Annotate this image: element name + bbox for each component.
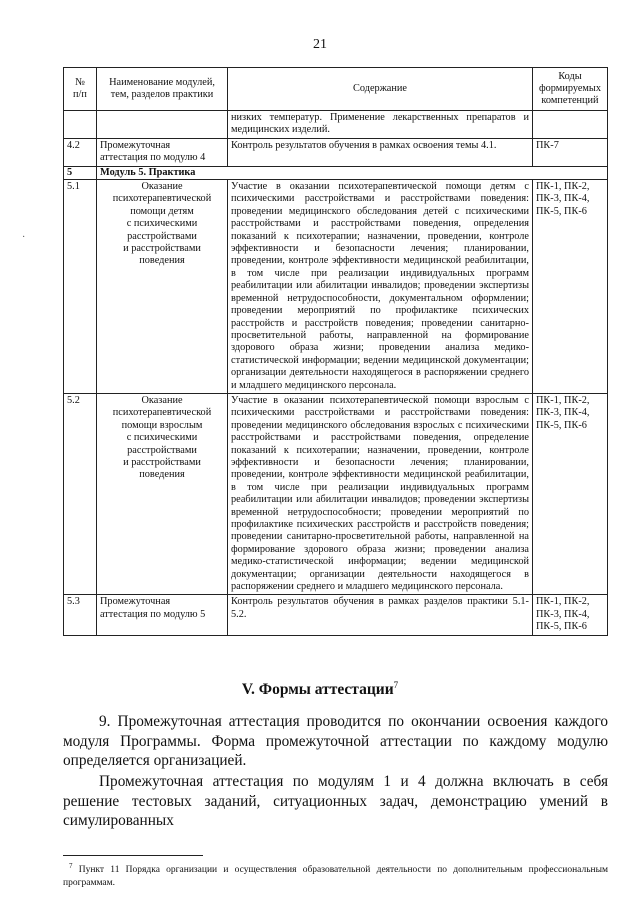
footnote (63, 860, 608, 889)
footnote-mark: 7 (69, 862, 73, 870)
stray-mark: · (22, 232, 26, 243)
table-row (64, 393, 608, 595)
row-codes (533, 111, 608, 139)
row-content: Участие в оказании психотерапевтической помощи детям с психическими расстройствами и расстройствами поведения: проведении медицинского обследования детей с психическими расстройствами и расстройствами поведения, определения показаний к психотерапии; назначении, проведении, контроле эффективности и безопасности лечения; планировании, проведении, контроле эффективности медицинской реабилитации, в том числе при реализации индивидуальных программ реабилитации или абилитации инвалидов; проведении экспертизы временной нетрудоспособности, документальном оформлении; проведении мероприятий по профилактике психических расстройств и расстройств поведения; проведении санитарно-просветительной работы, направленной на формирование здорового образа жизни; проведении анализа медико-статистической информации; ведении медицинской документации; организации деятельности находящегося в распоряжении среднего и младшего медицинского персонала. (228, 180, 533, 394)
row-num: 5.1 (64, 180, 97, 394)
table-row (64, 595, 608, 635)
section-title (0, 680, 640, 699)
row-content: Контроль результатов обучения в рамках освоения темы 4.1. (228, 138, 533, 166)
module-title: Модуль 5. Практика (97, 166, 608, 179)
row-num: 5.3 (64, 595, 97, 635)
footnote-divider (63, 855, 203, 856)
module-num: 5 (64, 166, 97, 179)
row-name: Оказание психотерапевтической помощи взрослым с психическими расстройствами и расстройствами поведения (97, 393, 228, 595)
paragraph-1: 9. Промежуточная аттестация проводится по окончании освоения каждого модуля Программы. Форма промежуточной аттестации по каждому модулю определяется организацией. (63, 713, 608, 769)
page-number: 21 (313, 37, 327, 52)
paragraph-2: Промежуточная аттестация по модулям 1 и 4 должна включать в себя решение тестовых заданий, ситуационных задач, демонстрацию умений в симулированных (63, 773, 608, 829)
row-content: низких температур. Применение лекарственных препаратов и медицинских изделий. (228, 111, 533, 139)
footnote-ref: 7 (393, 680, 399, 690)
footnote-text: Пункт 11 Порядка организации и осуществления образовательной деятельности по дополнительным профессиональным программам. (63, 865, 608, 888)
row-codes: ПК-1, ПК-2, ПК-3, ПК-4, ПК-5, ПК-6 (533, 393, 608, 595)
row-num: 4.2 (64, 138, 97, 166)
row-codes: ПК-7 (533, 138, 608, 166)
section-title-text: V. Формы аттестации (241, 681, 394, 699)
table-row (64, 138, 608, 166)
module-row (64, 166, 608, 179)
row-num (64, 111, 97, 139)
row-name: Оказание психотерапевтической помощи детям с психическими расстройствами и расстройствами поведения (97, 180, 228, 394)
row-name: Промежуточная аттестация по модулю 4 (97, 138, 228, 166)
row-name: Промежуточная аттестация по модулю 5 (97, 595, 228, 635)
row-codes: ПК-1, ПК-2, ПК-3, ПК-4, ПК-5, ПК-6 (533, 595, 608, 635)
row-content: Контроль результатов обучения в рамках разделов практики 5.1-5.2. (228, 595, 533, 635)
row-num: 5.2 (64, 393, 97, 595)
header-num: № п/п (64, 68, 97, 111)
row-content: Участие в оказании психотерапевтической помощи взрослым с психическими расстройствами и расстройствами поведения: проведении медицинского обследования взрослых с психическими расстройствами и расстройствами поведения, определение показаний к психотерапии; назначении, проведении, контроле эффективности и безопасности лечения; планировании, проведении, контроле эффективности медицинской реабилитации, в том числе при реализации индивидуальных программ реабилитации или абилитации инвалидов; проведении экспертизы временной нетрудоспособности; проведении мероприятий по профилактике психических расстройств и расстройств поведения; проведении санитарно-просветительной работы, направленной на формирование здорового образа жизни; проведении анализа медико-статистической информации; ведении медицинской документации; организации деятельности находящегося в распоряжении среднего и младшего медицинского персонала. (228, 393, 533, 595)
table-row (64, 111, 608, 139)
table-header-row (64, 68, 608, 111)
table-row (64, 180, 608, 394)
curriculum-table (63, 67, 608, 636)
header-codes: Коды формируемых компетенций (533, 68, 608, 111)
row-name (97, 111, 228, 139)
header-name: Наименование модулей, тем, разделов практики (97, 68, 228, 111)
row-codes: ПК-1, ПК-2, ПК-3, ПК-4, ПК-5, ПК-6 (533, 180, 608, 394)
header-content: Содержание (228, 68, 533, 111)
